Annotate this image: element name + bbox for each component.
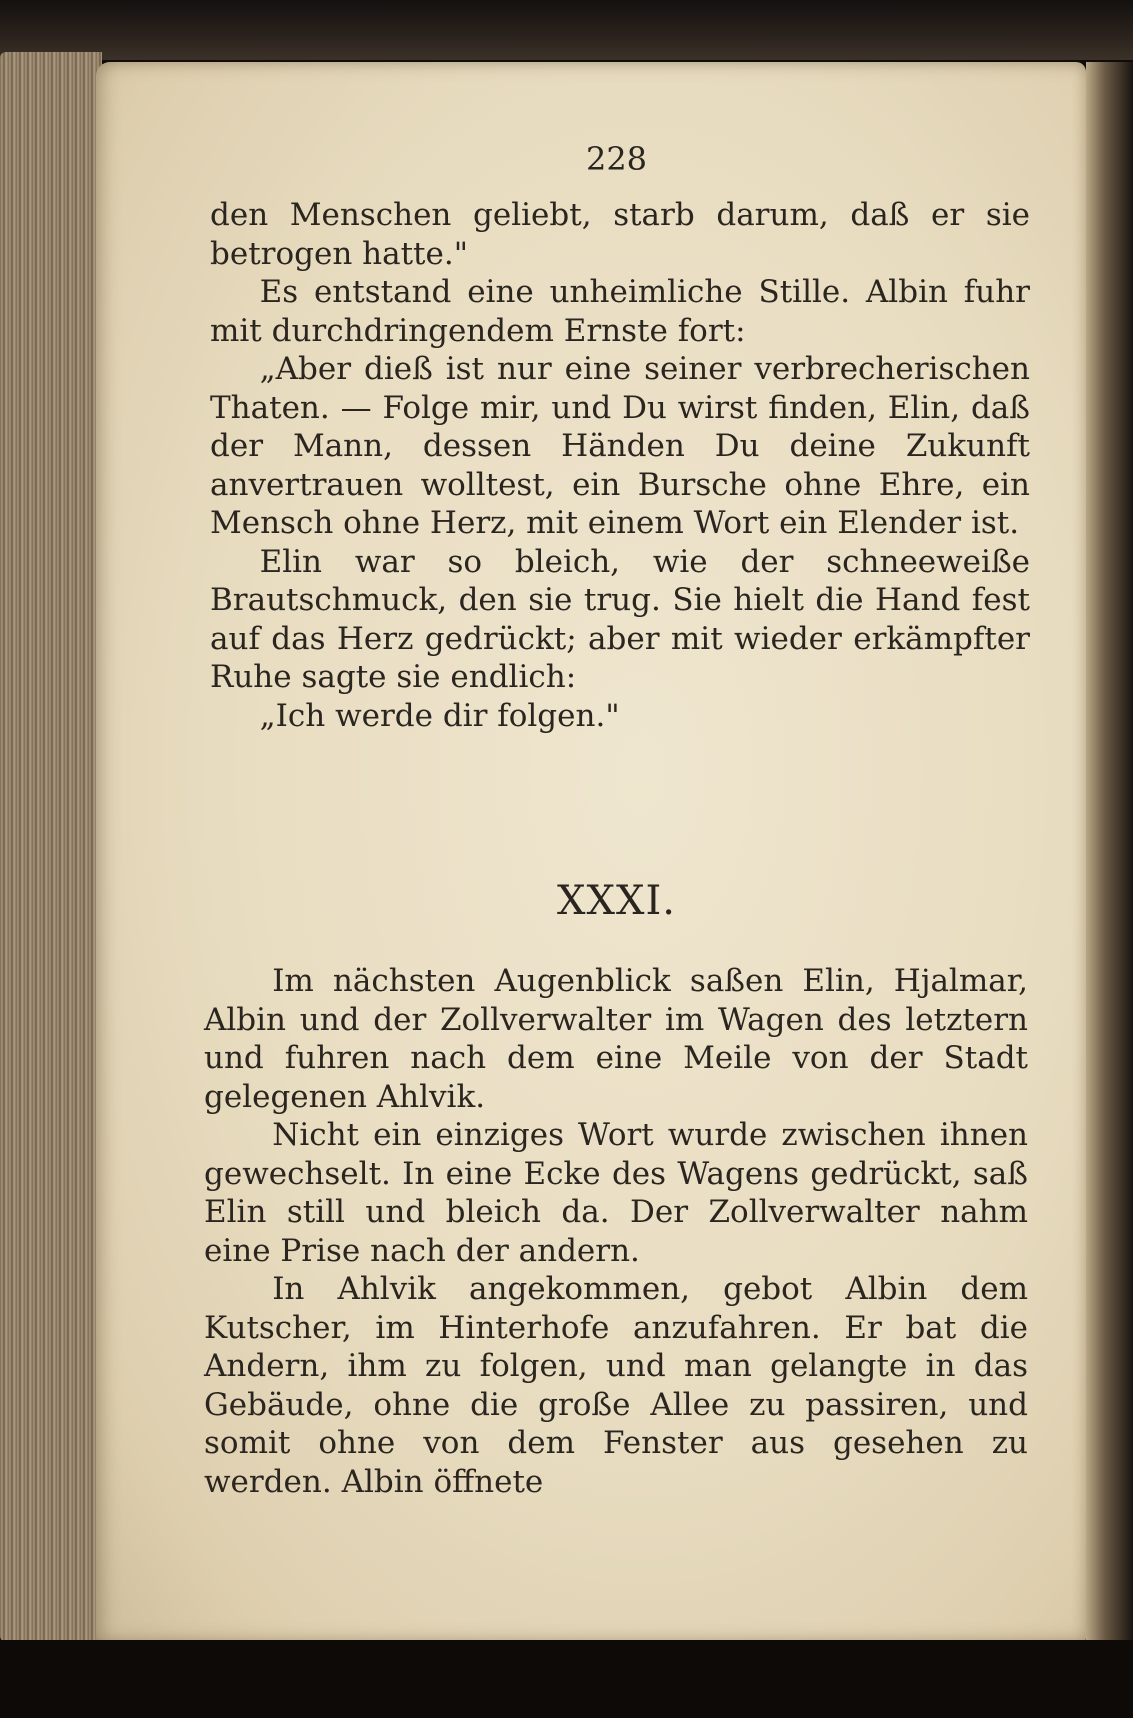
paragraph: „Ich werde dir folgen." [259, 697, 620, 734]
page-number: 228 [585, 140, 648, 178]
paragraph: „Aber dieß ist nur eine seiner verbrecherischen Thaten. — Folge mir, und Du wirst finden, Elin, daß der Mann, dessen Händen Du deine Zukunft anvertrauen wolltest, ein Bursche ohne Ehre, ein Mensch ohne Herz, mit einem Wort ein Elender ist. [210, 351, 1030, 541]
paragraph: Nicht ein einziges Wort wurde zwischen ihnen gewechselt. In eine Ecke des Wagens gedrückt, saß Elin still und bleich da. Der Zollverwalter nahm eine Prise nach der andern. [204, 1117, 1028, 1269]
book-cover-bottom [0, 1640, 1133, 1718]
page-edges [0, 52, 102, 1642]
text-block-top [210, 196, 1030, 735]
paragraph: Es entstand eine unheimliche Stille. Albin fuhr mit durchdringendem Ernste fort: [210, 274, 1030, 349]
paragraph: In Ahlvik angekommen, gebot Albin dem Kutscher, im Hinterhofe anzufahren. Er bat die Andern, ihm zu folgen, und man gelangte in das Gebäude, ohne die große Allee zu passiren, und somit ohne von dem Fenster aus gesehen zu werden. Albin öffnete [204, 1271, 1028, 1500]
paragraph: Elin war so bleich, wie der schneeweiße Brautschmuck, den sie trug. Sie hielt die Hand fest auf das Herz gedrückt; aber mit wieder erkämpfter Ruhe sagte sie endlich: [210, 543, 1030, 695]
paragraph: den Menschen geliebt, starb darum, daß er sie betrogen hatte." [210, 197, 1030, 272]
book-cover-top [0, 0, 1133, 60]
paragraph: Im nächsten Augenblick saßen Elin, Hjalmar, Albin und der Zollverwalter im Wagen des letztern und fuhren nach dem eine Meile von der Stadt gelegenen Ahlvik. [204, 963, 1028, 1115]
text-block-bottom [204, 962, 1028, 1501]
chapter-heading: XXXI. [557, 878, 676, 924]
binding-shadow [1086, 62, 1133, 1642]
